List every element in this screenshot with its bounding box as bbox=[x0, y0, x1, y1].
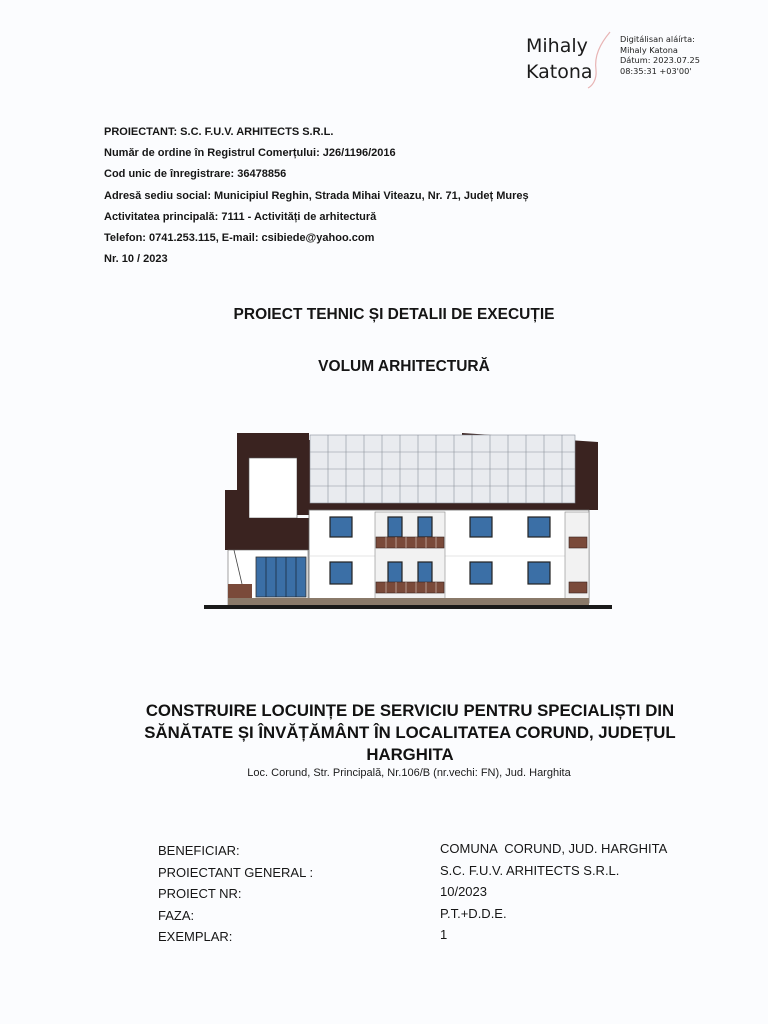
info-value-proiect-nr: 10/2023 bbox=[440, 884, 487, 900]
left-wing-fascia bbox=[249, 518, 309, 550]
company-line: Adresă sediu social: Municipiul Reghin, Strada Mihai Viteazu, Nr. 71, Județ Mureș bbox=[104, 189, 529, 202]
company-line: Nr. 10 / 2023 bbox=[104, 253, 168, 266]
company-line: Telefon: 0741.253.115, E-mail: csibiede@yahoo.com bbox=[104, 232, 375, 245]
volume-title: VOLUM ARHITECTURĂ bbox=[318, 358, 490, 375]
ground-line bbox=[204, 605, 612, 609]
info-value-beneficiar: COMUNA CORUND, JUD. HARGHITA bbox=[440, 841, 668, 856]
entrance-glazing bbox=[256, 557, 306, 597]
main-title: PROIECT TEHNIC ȘI DETALII DE EXECUȚIE bbox=[233, 306, 555, 323]
signature-detail-line: Dátum: 2023.07.25 bbox=[620, 55, 700, 66]
signature-name bbox=[526, 33, 593, 85]
info-label-faza: FAZA: bbox=[158, 907, 195, 923]
company-header bbox=[104, 122, 529, 270]
signature-details bbox=[620, 34, 700, 76]
info-label-beneficiar: BENEFICIAR: bbox=[158, 843, 240, 858]
plinth bbox=[228, 598, 589, 605]
signature-name-line2: Katona bbox=[526, 61, 593, 83]
company-line: Activitatea principală: 7111 - Activități de arhitectură bbox=[104, 210, 377, 223]
info-values bbox=[440, 838, 667, 946]
info-label-proiect-nr: PROIECT NR: bbox=[158, 886, 242, 902]
project-title-line: HARGHITA bbox=[366, 745, 454, 764]
info-value-faza: P.T.+D.D.E. bbox=[440, 905, 507, 921]
company-line: PROIECTANT: S.C. F.U.V. ARHITECTS S.R.L. bbox=[104, 126, 334, 138]
signature-stroke bbox=[586, 30, 618, 90]
company-line: Număr de ordine în Registrul Comerțului: J26/1196/2016 bbox=[104, 147, 396, 160]
info-labels bbox=[158, 840, 313, 948]
signature-name-line1: Mihaly bbox=[526, 35, 588, 57]
left-wing-balustrade bbox=[228, 584, 252, 598]
company-line: Cod unic de înregistrare: 36478856 bbox=[104, 168, 287, 181]
project-location: Loc. Corund, Str. Principală, Nr.106/B (nr.vechi: FN), Jud. Harghita bbox=[247, 767, 571, 779]
building-elevation-drawing bbox=[200, 428, 616, 616]
project-title-line: SĂNĂTATE ȘI ÎNVĂȚĂMÂNT ÎN LOCALITATEA CORUND, JUDEȚUL bbox=[144, 723, 676, 742]
signature-detail-line: Mihaly Katona bbox=[620, 44, 678, 55]
info-value-exemplar: 1 bbox=[440, 927, 448, 943]
left-wing-roof bbox=[225, 490, 249, 550]
left-tower-opening bbox=[249, 458, 297, 518]
info-label-proiectant-general: PROIECTANT GENERAL : bbox=[158, 864, 314, 880]
project-title-line: CONSTRUIRE LOCUINȚE DE SERVICIU PENTRU SPECIALIȘTI DIN bbox=[145, 701, 675, 720]
info-label-exemplar: EXEMPLAR: bbox=[158, 929, 233, 945]
info-value-proiectant-general: S.C. F.U.V. ARHITECTS S.R.L. bbox=[440, 862, 620, 878]
signature-detail-line: Digitálisan aláírta: bbox=[620, 34, 695, 44]
project-title bbox=[130, 700, 690, 766]
signature-detail-line: 08:35:31 +03'00' bbox=[620, 65, 692, 76]
